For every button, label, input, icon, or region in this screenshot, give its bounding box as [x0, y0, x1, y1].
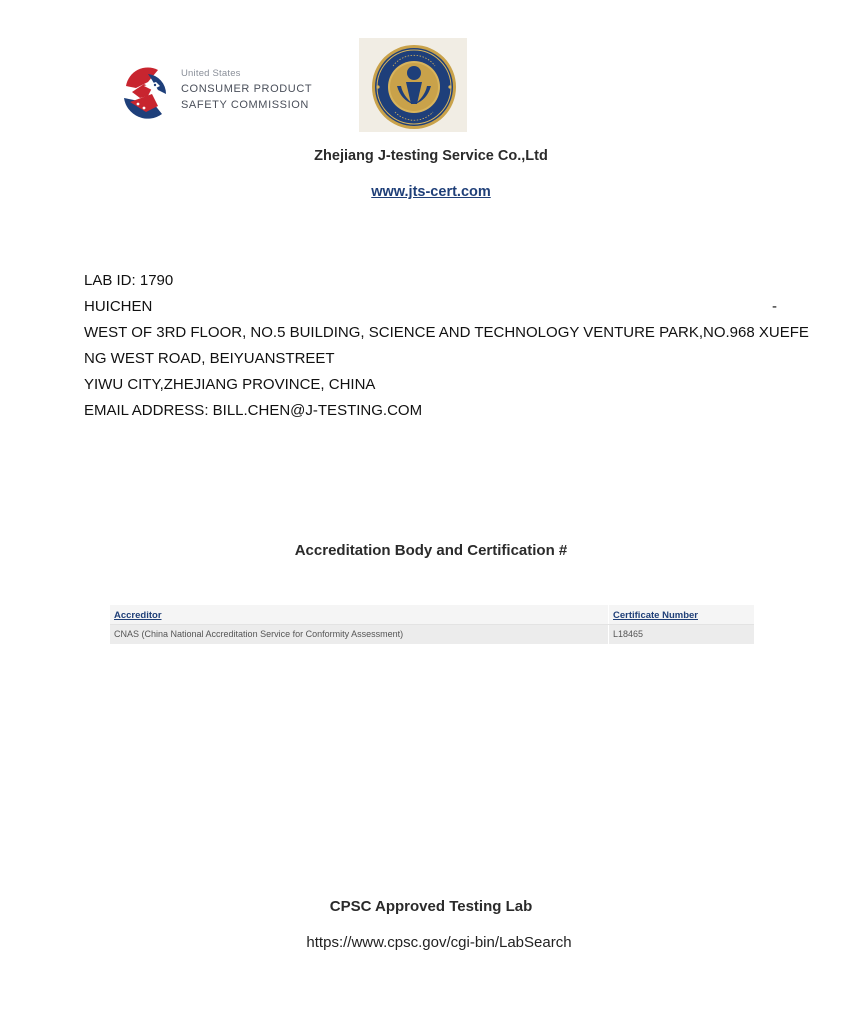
company-name: Zhejiang J-testing Service Co.,Ltd — [314, 148, 548, 164]
footer-title: CPSC Approved Testing Lab — [329, 898, 533, 915]
footer-url: https://www.cpsc.gov/cgi-bin/LabSearch — [306, 934, 572, 951]
accreditation-table — [110, 605, 754, 644]
table-header-row — [110, 605, 754, 625]
lab-contact: HUICHEN — [84, 298, 153, 315]
column-header-accreditor[interactable]: Accreditor — [110, 605, 609, 625]
certificate-number-cell: L18465 — [609, 625, 755, 645]
column-header-certificate-number[interactable]: Certificate Number — [609, 605, 755, 625]
accreditation-title: Accreditation Body and Certification # — [294, 542, 568, 559]
logo-line-2: CONSUMER PRODUCT — [181, 83, 313, 95]
cpsc-logo — [118, 64, 318, 124]
lab-id: LAB ID: 1790 — [84, 272, 174, 289]
table-row — [110, 625, 754, 645]
contact-dash: - — [772, 298, 777, 315]
cpsc-wordmark — [181, 67, 312, 113]
address-line-1: WEST OF 3RD FLOOR, NO.5 BUILDING, SCIENCE AND TECHNOLOGY VENTURE PARK,NO.968 XUEFE — [84, 324, 809, 341]
cpsc-eagle-icon — [118, 64, 174, 120]
address-line-3: YIWU CITY,ZHEJIANG PROVINCE, CHINA — [84, 376, 376, 393]
logo-line-1: United States — [181, 68, 241, 79]
address-line-2: NG WEST ROAD, BEIYUANSTREET — [84, 350, 335, 367]
lab-email: EMAIL ADDRESS: BILL.CHEN@J-TESTING.COM — [84, 402, 423, 419]
logo-line-3: SAFETY COMMISSION — [181, 99, 309, 111]
cpsc-seal — [359, 38, 467, 132]
cpsc-seal-icon — [359, 38, 467, 132]
company-website-link[interactable]: www.jts-cert.com — [371, 184, 491, 200]
accreditor-cell: CNAS (China National Accreditation Service for Conformity Assessment) — [110, 625, 609, 645]
company-website — [0, 184, 854, 200]
